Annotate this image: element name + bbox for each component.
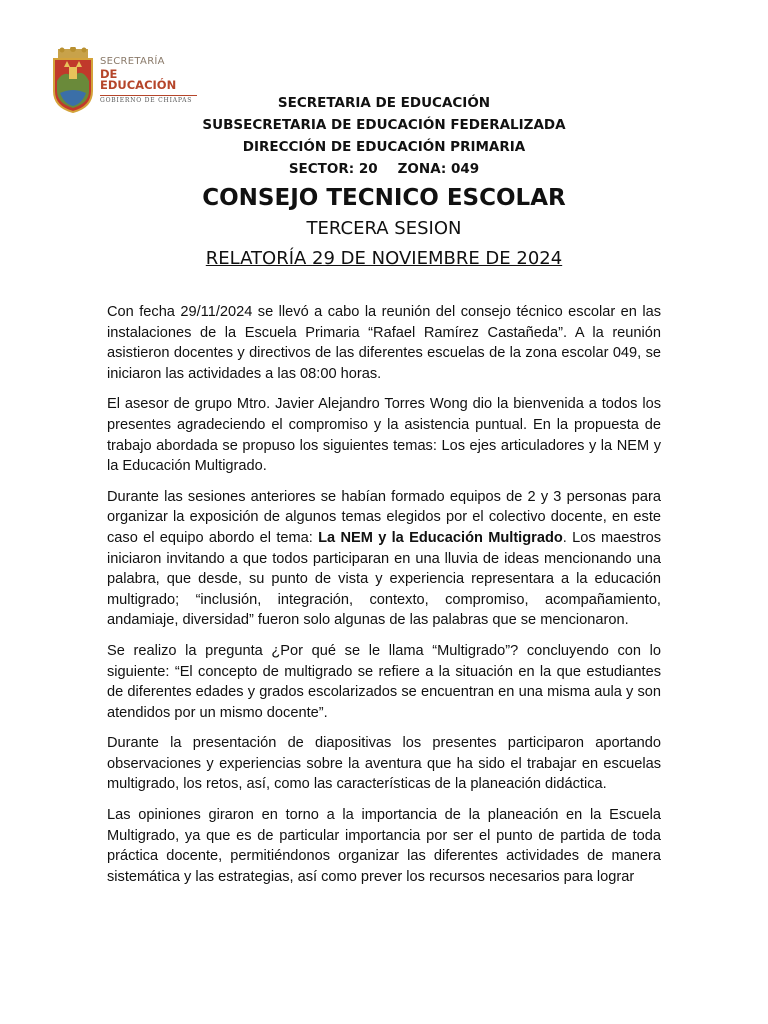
header-secretaria: SECRETARIA DE EDUCACIÓN [277, 95, 491, 111]
session-title: TERCERA SESION [306, 218, 462, 239]
paragraph-3-start: Durante las sesiones anteriores se habían formado equipos de 2 y 3 personas para organizar la exposición de algunos temas elegidos por el colectivo docente, en este caso el equipo abordo el tema: [107, 488, 661, 546]
document-body [107, 302, 661, 897]
header-sector-zona [0, 158, 768, 180]
header-zona: ZONA: 049 [397, 161, 480, 177]
paragraph-3-end: . Los maestros iniciaron invitando a que todos participaran en una lluvia de ideas mencionando una palabra, que desde, su punto de vista y experiencia representara a la educación multigrado; “inclusión, integración, contexto, compromiso, acompañamiento, andamiaje, diversidad” fueron solo algunas de las palabras que se mencionaron. [107, 529, 661, 629]
paragraph-2: El asesor de grupo Mtro. Javier Alejandro Torres Wong dio la bienvenida a todos los presentes agradeciendo el compromiso y la asistencia puntual. En la propuesta de trabajo abordada se propuso los siguientes temas: Los ejes articuladores y la NEM y la Educación Multigrado. [107, 396, 661, 475]
paragraph-3 [107, 487, 661, 631]
paragraph-3-topic: La NEM y la Educación Multigrado [318, 529, 563, 546]
paragraph-4: Se realizo la pregunta ¿Por qué se le llama “Multigrado”? concluyendo con lo siguiente: “El concepto de multigrado se refiere a la situación en la que estudiantes de diferentes edades y grados escolarizados se encuentran en una misma aula y son atendidos por un mismo docente”. [107, 642, 661, 721]
logo-secretaria-text: SECRETARÍA [100, 55, 165, 67]
relatoria-title: RELATORÍA 29 DE NOVIEMBRE DE 2024 [205, 248, 563, 269]
header-sector: SECTOR: 20 [288, 161, 378, 177]
header-direccion: DIRECCIÓN DE EDUCACIÓN PRIMARIA [242, 139, 526, 155]
paragraph-5: Durante la presentación de diapositivas los presentes participaron aportando observaciones y experiencias sobre la aventura que ha sido el trabajar en escuelas multigrado, los retos, así, como las características de la planeación didáctica. [107, 735, 661, 793]
document-title: CONSEJO TECNICO ESCOLAR [202, 185, 566, 211]
document-header [0, 92, 768, 274]
logo-educacion-text: DE EDUCACIÓN [100, 66, 177, 92]
logo-gobierno-text: GOBIERNO DE CHIAPAS [100, 96, 193, 104]
header-subsecretaria: SUBSECRETARIA DE EDUCACIÓN FEDERALIZADA [202, 117, 566, 133]
paragraph-6: Las opiniones giraron en torno a la importancia de la planeación en la Escuela Multigrado, ya que es de particular importancia por ser el punto de partida de toda práctica docente, permitiéndonos organizar las diferentes actividades de manera sistemática y las estrategias, así como prever los recursos necesarios para lograr [107, 807, 661, 885]
paragraph-1: Con fecha 29/11/2024 se llevó a cabo la reunión del consejo técnico escolar en las instalaciones de la Escuela Primaria “Rafael Ramírez Castañeda”. A la reunión asistieron docentes y directivos de las diferentes escuelas de la zona escolar 049, se iniciaron las actividades a las 08:00 horas. [107, 304, 661, 382]
